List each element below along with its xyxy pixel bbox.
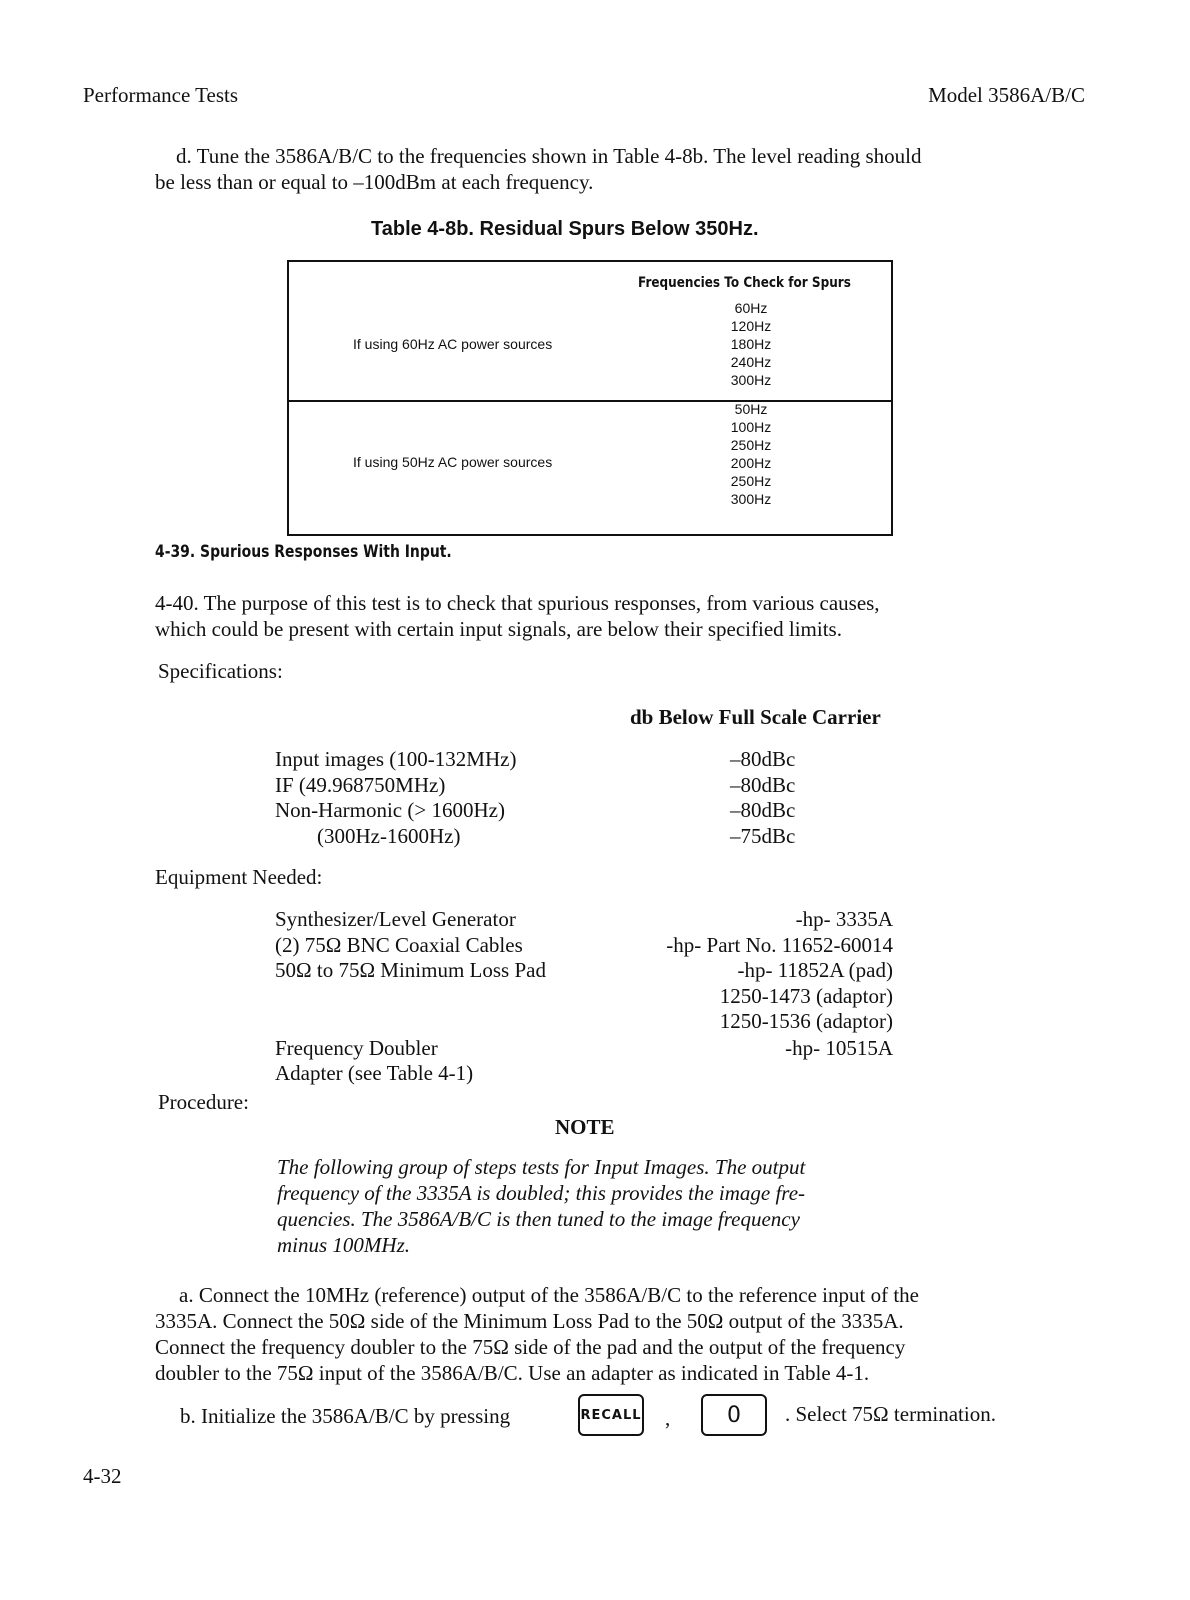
spec-value: –80dBc: [730, 798, 796, 822]
table-cell: 240Hz: [730, 354, 772, 370]
step-a-line: 3335A. Connect the 50Ω side of the Minimum Loss Pad to the 50Ω output of the 3335A.: [155, 1309, 904, 1333]
table-cell: 120Hz: [730, 318, 772, 334]
equipment-label: Equipment Needed:: [155, 865, 323, 889]
note-title: NOTE: [555, 1115, 615, 1139]
note-body: [277, 1154, 917, 1258]
equipment-part-number: -hp- Part No. 11652-60014: [666, 933, 893, 957]
step-a: [155, 1282, 1035, 1386]
spec-name: Non-Harmonic (> 1600Hz): [275, 798, 505, 822]
step-b-suffix: . Select 75Ω termination.: [785, 1402, 996, 1426]
table-column-header: Frequencies To Check for Spurs: [638, 275, 851, 291]
step-b-text: b. Initialize the 3586A/B/C by pressing: [180, 1404, 511, 1428]
spec-column-header: db Below Full Scale Carrier: [630, 705, 881, 729]
equipment-item: 50Ω to 75Ω Minimum Loss Pad: [275, 958, 546, 982]
recall-key: RECALL: [578, 1394, 644, 1436]
section-intro: [155, 590, 1035, 642]
table-row-frequencies: [681, 299, 821, 389]
page-number: 4-32: [83, 1464, 122, 1488]
table-cell: 250Hz: [730, 473, 772, 489]
table-cell: 250Hz: [730, 437, 772, 453]
equipment-part-number: -hp- 3335A: [795, 907, 893, 931]
specifications-label: Specifications:: [158, 659, 283, 683]
spec-value: –75dBc: [730, 824, 796, 848]
equipment-part-number: -hp- 11852A (pad): [737, 958, 893, 982]
zero-key: 0: [701, 1394, 767, 1436]
step-d-line-1: d. Tune the 3586A/B/C to the frequencies shown in Table 4-8b. The level reading should: [176, 144, 922, 168]
equipment-item: Synthesizer/Level Generator: [275, 907, 516, 931]
table-cell: 300Hz: [730, 372, 772, 388]
step-d: [155, 143, 1035, 195]
table-row-frequencies: [681, 400, 821, 508]
table-row-label: If using 60Hz AC power sources: [353, 336, 553, 352]
spec-name: Input images (100-132MHz): [275, 747, 517, 771]
spec-name: IF (49.968750MHz): [275, 773, 446, 797]
table-cell: 50Hz: [734, 401, 768, 417]
intro-line-2: which could be present with certain input signals, are below their specified limits.: [155, 617, 842, 641]
table-cell: 180Hz: [730, 336, 772, 352]
equipment-part-number: 1250-1473 (adaptor): [719, 984, 893, 1008]
step-a-line: doubler to the 75Ω input of the 3586A/B/C. Use an adapter as indicated in Table 4-1.: [155, 1361, 870, 1385]
equipment-item: (2) 75Ω BNC Coaxial Cables: [275, 933, 523, 957]
step-b-comma: ,: [665, 1406, 671, 1430]
note-line: minus 100MHz.: [277, 1233, 411, 1257]
running-header-left: Performance Tests: [83, 83, 239, 107]
step-d-line-2: be less than or equal to –100dBm at each frequency.: [155, 170, 594, 194]
spec-name: (300Hz-1600Hz): [317, 824, 461, 848]
procedure-label: Procedure:: [158, 1090, 249, 1114]
note-line: frequency of the 3335A is doubled; this provides the image fre-: [277, 1181, 806, 1205]
table-cell: 300Hz: [730, 491, 772, 507]
running-header-right: Model 3586A/B/C: [928, 83, 1085, 107]
intro-line-1: 4-40. The purpose of this test is to check that spurious responses, from various causes,: [155, 591, 880, 615]
note-line: The following group of steps tests for Input Images. The output: [277, 1155, 806, 1179]
section-heading: 4-39. Spurious Responses With Input.: [155, 542, 452, 562]
spec-value: –80dBc: [730, 747, 796, 771]
table-row-label: If using 50Hz AC power sources: [353, 454, 553, 470]
step-a-line: Connect the frequency doubler to the 75Ω side of the pad and the output of the frequency: [155, 1335, 906, 1359]
table-cell: 60Hz: [734, 300, 768, 316]
table-title: Table 4-8b. Residual Spurs Below 350Hz.: [371, 218, 759, 240]
step-a-line: a. Connect the 10MHz (reference) output of the 3586A/B/C to the reference input of the: [179, 1283, 919, 1307]
table-cell: 200Hz: [730, 455, 772, 471]
table-cell: 100Hz: [730, 419, 772, 435]
equipment-part-number: 1250-1536 (adaptor): [719, 1009, 893, 1033]
equipment-item: Adapter (see Table 4-1): [275, 1061, 474, 1085]
spec-value: –80dBc: [730, 773, 796, 797]
equipment-item: Frequency Doubler: [275, 1036, 438, 1060]
note-line: quencies. The 3586A/B/C is then tuned to the image frequency: [277, 1207, 800, 1231]
equipment-part-number: -hp- 10515A: [785, 1036, 893, 1060]
